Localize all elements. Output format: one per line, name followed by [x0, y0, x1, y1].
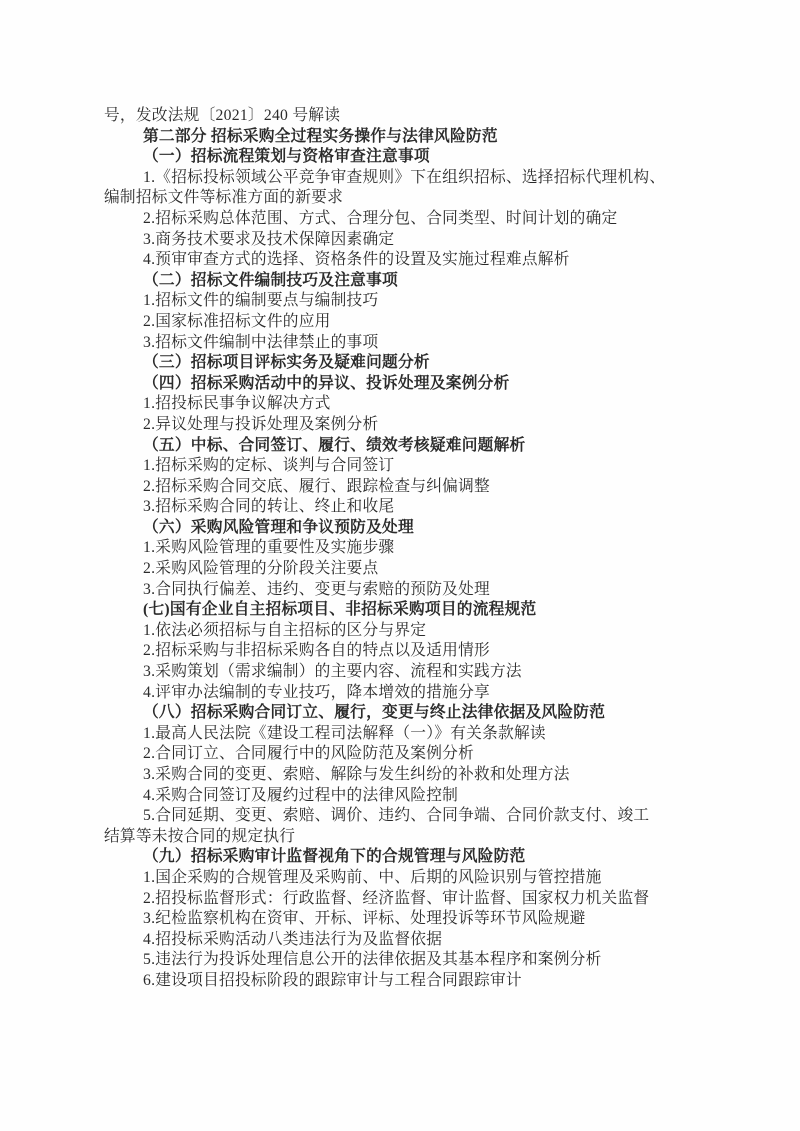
document-text-line: 3.招标采购合同的转让、终止和收尾 — [143, 498, 395, 516]
document-text-line: 1.依法必须招标与自主招标的区分与界定 — [143, 621, 427, 639]
document-heading-line: （五）中标、合同签订、履行、绩效考核疑难问题解析 — [143, 436, 526, 454]
document-text-line: 2.合同订立、合同履行中的风险防范及案例分析 — [143, 745, 475, 763]
document-text-line: 2.异议处理与投诉处理及案例分析 — [143, 415, 379, 433]
document-text-line: 编制招标文件等标准方面的新要求 — [104, 189, 344, 207]
document-heading-line: （六）采购风险管理和争议预防及处理 — [143, 518, 414, 536]
document-text-line: 1.招标采购的定标、谈判与合同签订 — [143, 457, 395, 475]
document-text-line: 结算等未按合同的规定执行 — [104, 827, 296, 845]
document-text-line: 2.招标采购合同交底、履行、跟踪检查与纠偏调整 — [143, 477, 490, 495]
document-heading-line: （三）招标项目评标实务及疑难问题分析 — [143, 354, 430, 372]
document-text-line: 3.招标文件编制中法律禁止的事项 — [143, 333, 379, 351]
document-text-line: 3.商务技术要求及技术保障因素确定 — [143, 230, 395, 248]
document-text-line: 1.招标文件的编制要点与编制技巧 — [143, 292, 379, 310]
document-heading-line: （四）招标采购活动中的异议、投诉处理及案例分析 — [143, 374, 510, 392]
document-text-line: 3.采购合同的变更、索赔、解除与发生纠纷的补救和处理方法 — [143, 766, 570, 783]
document-heading-line: (七)国有企业自主招标项目、非招标采购项目的流程规范 — [143, 601, 537, 619]
document-text-line: 5.违法行为投诉处理信息公开的法律依据及其基本程序和案例分析 — [143, 951, 602, 969]
document-heading-line: （一）招标流程策划与资格审查注意事项 — [143, 148, 430, 166]
document-text-line: 6.建设项目招投标阶段的跟踪审计与工程合同跟踪审计 — [143, 971, 522, 989]
document-text-line: 2.采购风险管理的分阶段关注要点 — [143, 560, 379, 578]
document-text-line: 2.招标采购总体范围、方式、合理分包、合同类型、时间计划的确定 — [143, 209, 618, 227]
document-text-line: 1.采购风险管理的重要性及实施步骤 — [143, 539, 395, 557]
document-body — [104, 106, 704, 992]
document-text-line: 1.国企采购的合规管理及采购前、中、后期的风险识别与管控措施 — [143, 868, 602, 886]
document-text-line: 5.合同延期、变更、索赔、调价、违约、合同争端、合同价款支付、竣工 — [143, 807, 650, 825]
document-text-line: 1.《招标投标领域公平竞争审查规则》下在组织招标、选择招标代理机构、 — [143, 168, 666, 186]
document-text-line: 4.采购合同签订及履约过程中的法律风险控制 — [143, 786, 459, 804]
document-text-line: 4.招投标采购活动八类违法行为及监督依据 — [143, 930, 443, 948]
document-heading-line: （九）招标采购审计监督视角下的合规管理与风险防范 — [143, 848, 526, 866]
document-heading-line: 第二部分 招标采购全过程实务操作与法律风险防范 — [143, 127, 498, 145]
document-text-line: 1.最高人民法院《建设工程司法解释（一）》有关条款解读 — [143, 724, 546, 742]
document-text-line: 4.评审办法编制的专业技巧，降本增效的措施分享 — [143, 683, 490, 701]
document-text-line: 2.招标采购与非招标采购各自的特点以及适用情形 — [143, 642, 490, 660]
document-text-line: 3.合同执行偏差、违约、变更与索赔的预防及处理 — [143, 580, 490, 598]
document-text-line: 2.国家标准招标文件的应用 — [143, 312, 331, 330]
document-text-line: 号，发改法规〔2021〕240 号解读 — [104, 107, 341, 124]
document-text-line: 3.纪检监察机构在资审、开标、评标、处理投诉等环节风险规避 — [143, 910, 586, 928]
document-heading-line: （八）招标采购合同订立、履行，变更与终止法律依据及风险防范 — [143, 704, 606, 722]
document-text-line: 4.预审审查方式的选择、资格条件的设置及实施过程难点解析 — [143, 251, 570, 269]
document-text-line: 2.招投标监督形式：行政监督、经济监督、审计监督、国家权力机关监督 — [143, 889, 650, 907]
document-text-line: 1.招投标民事争议解决方式 — [143, 395, 331, 413]
document-heading-line: （二）招标文件编制技巧及注意事项 — [143, 271, 398, 289]
document-text-line: 3.采购策划（需求编制）的主要内容、流程和实践方法 — [143, 663, 522, 681]
